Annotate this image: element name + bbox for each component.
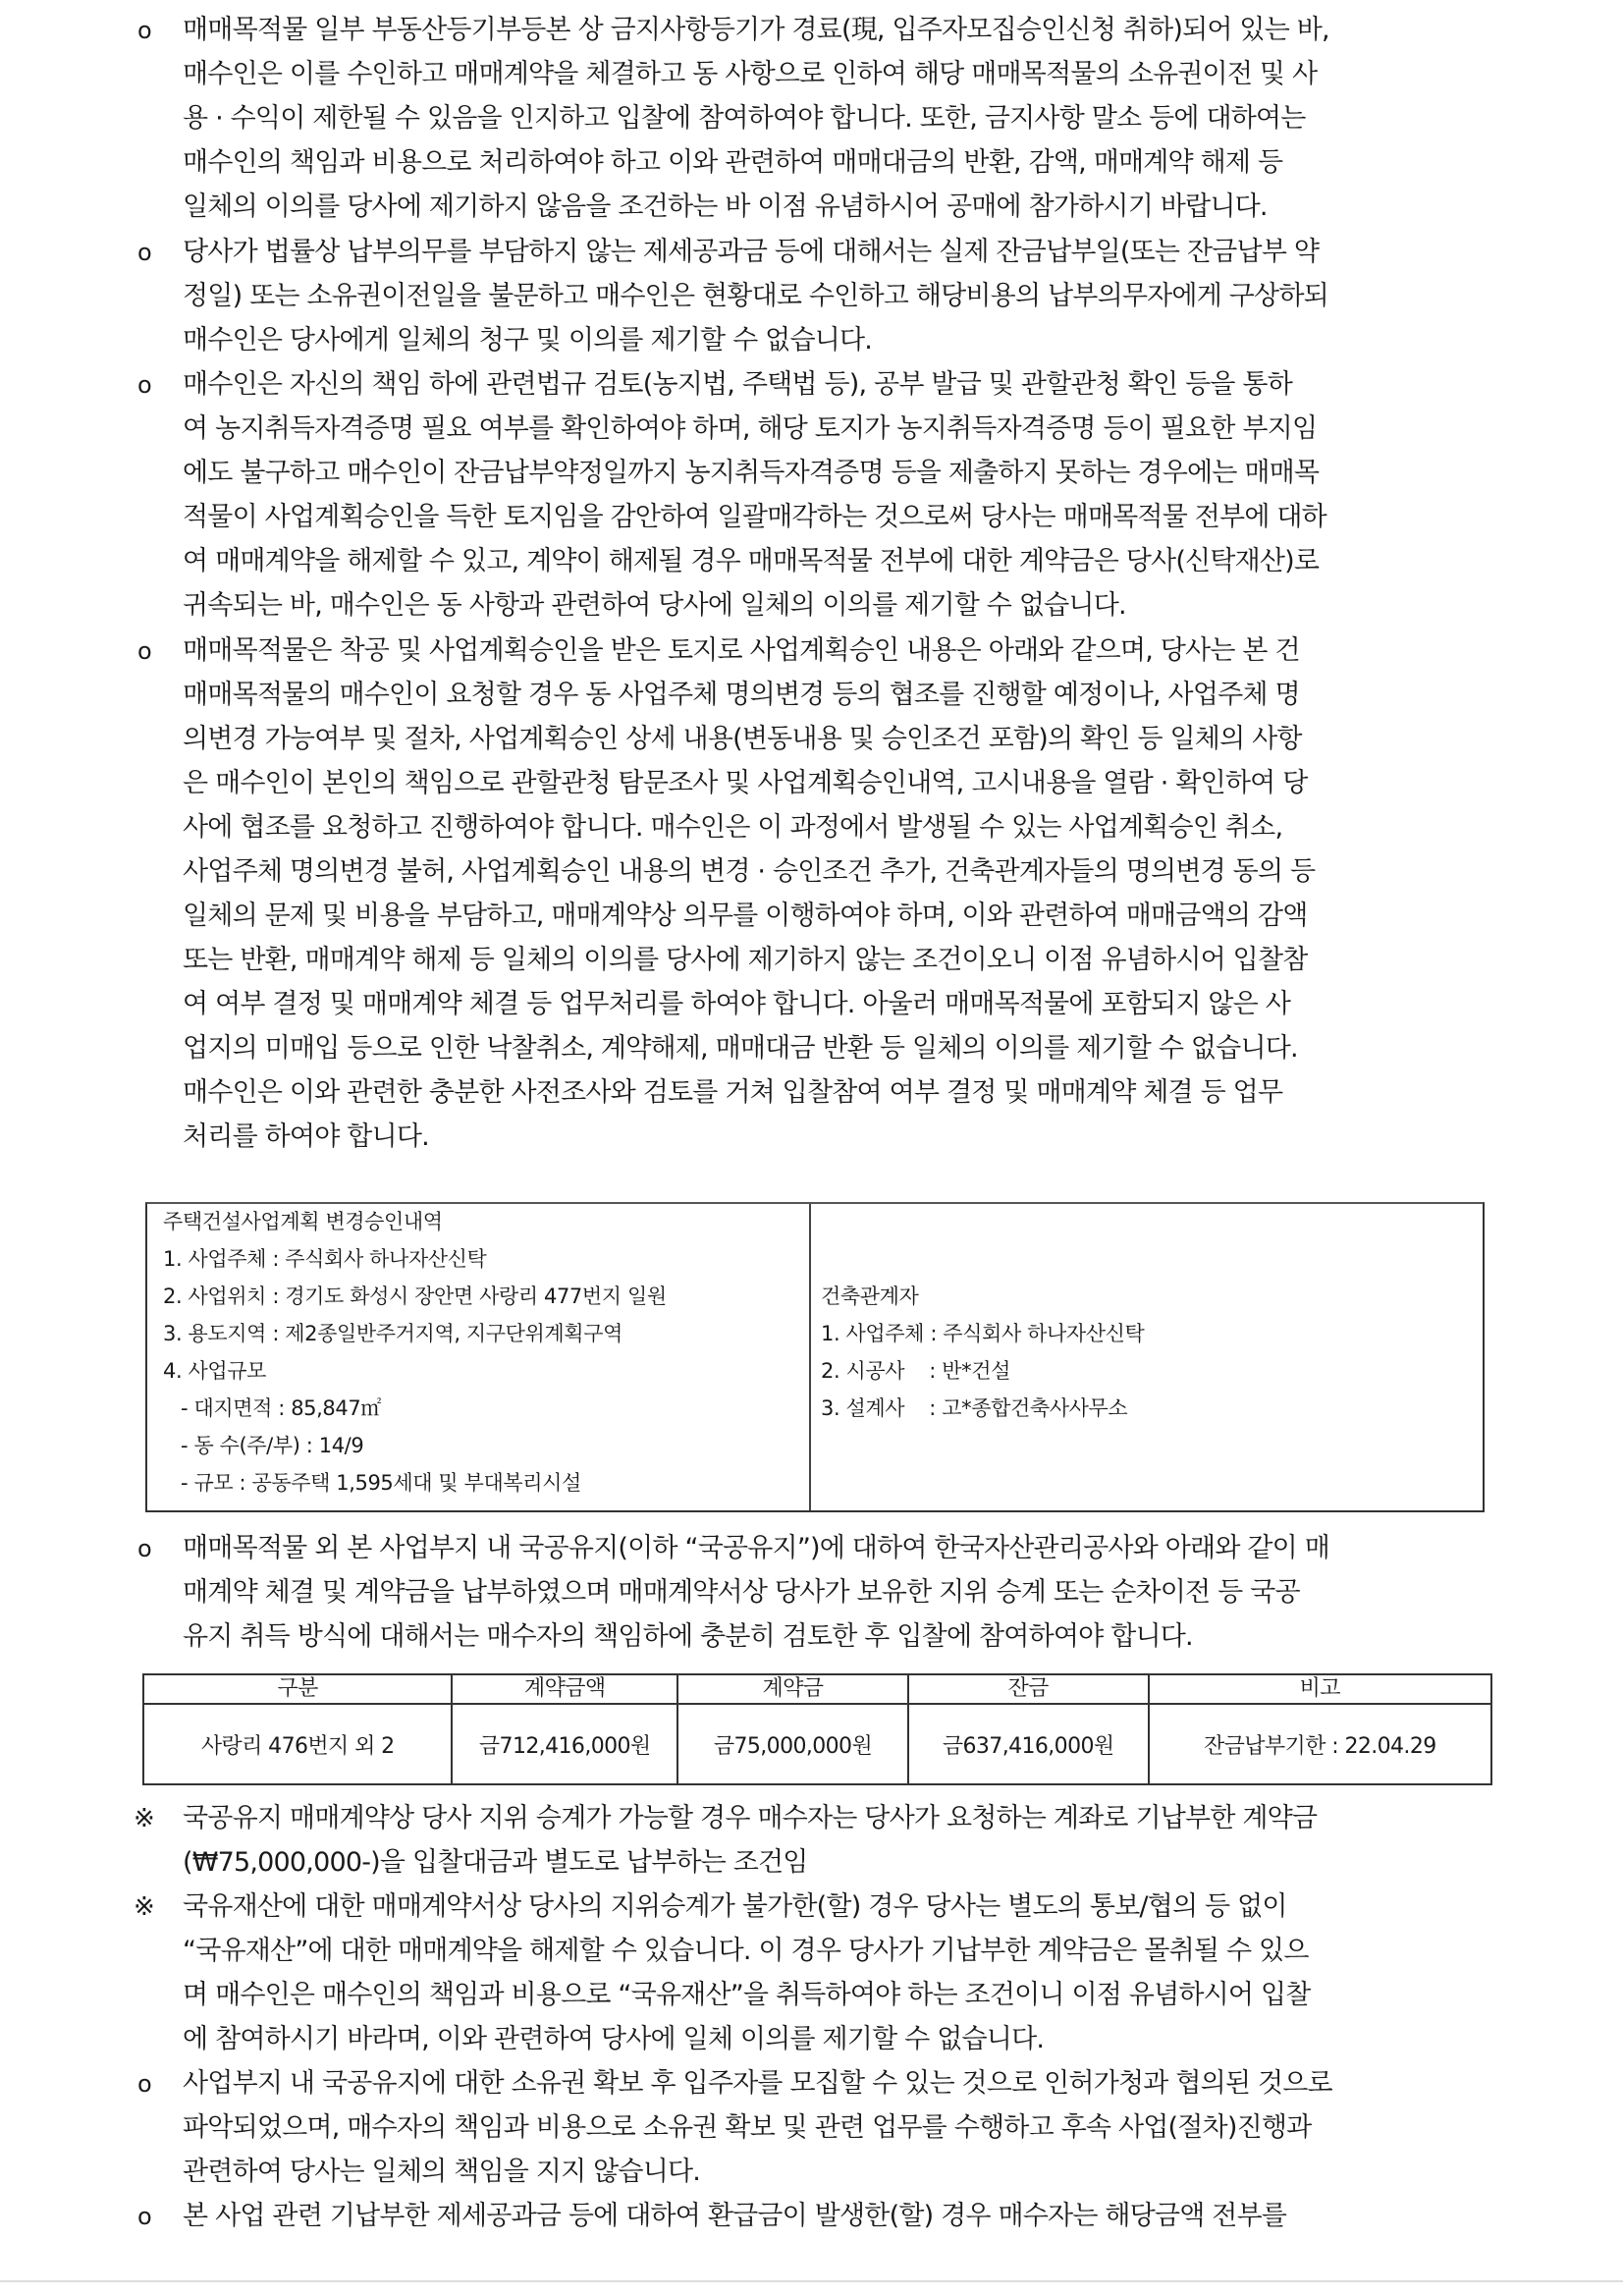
plan-box-title: 주택건설사업계획 변경승인내역 [163,1210,443,1233]
paragraph-line: 일체의 이의를 당사에 제기하지 않음을 조건하는 바 이점 유념하시어 공매에 참가하시기 바랍니다. [183,191,1268,222]
plan-box-subitem: - 대지면적 : 85,847㎡ [181,1396,381,1420]
note-line: 국유재산에 대한 매매계약서상 당사의 지위승계가 불가한(할) 경우 당사는 별도의 통보/협의 등 없이 [183,1891,1287,1922]
paragraph-line: 의변경 가능여부 및 절차, 사업계획승인 상세 내용(변동내용 및 승인조건 포함)의 확인 등 일체의 사항 [183,724,1302,754]
bullet-marker: o [137,637,152,665]
paragraph-line: 매수인의 책임과 비용으로 처리하여야 하고 이와 관련하여 매매대금의 반환, 감액, 매매계약 해제 등 [183,147,1283,178]
paragraph-line: 매매목적물은 착공 및 사업계획승인을 받은 토지로 사업계획승인 내용은 아래와 같으며, 당사는 본 건 [183,635,1300,666]
box-divider [809,1204,811,1510]
parties-item: 3. 설계사 : 고*종합건축사사무소 [821,1396,1128,1420]
header-cell: 구분 [143,1674,452,1704]
paragraph-line: 매수인은 자신의 책임 하에 관련법규 검토(농지법, 주택법 등), 공부 발급 및 관할관청 확인 등을 통하 [183,369,1292,400]
header-cell: 계약금액 [452,1674,677,1704]
table-cell: 사랑리 476번지 외 2 [143,1704,452,1784]
bullet-marker: o [137,239,152,266]
paragraph-line: 사에 협조를 요청하고 진행하여야 합니다. 매수인은 이 과정에서 발생될 수 있는 사업계획승인 취소, [183,812,1283,843]
plan-box-subitem: - 규모 : 공동주택 1,595세대 및 부대복리시설 [181,1471,581,1495]
paragraph-line: 일체의 문제 및 비용을 부담하고, 매매계약상 의무를 이행하여야 하며, 이와 관련하여 매매금액의 감액 [183,901,1308,931]
bullet-marker: o [137,17,152,44]
table-cell: 금637,416,000원 [908,1704,1149,1784]
paragraph-line: 여 여부 결정 및 매매계약 체결 등 업무처리를 하여야 합니다. 아울러 매매목적물에 포함되지 않은 사 [183,989,1291,1019]
bullet-marker: o [137,2070,152,2098]
note-line: (₩75,000,000-)을 입찰대금과 별도로 납부하는 조건임 [183,1847,808,1878]
paragraph-line: 용 · 수익이 제한될 수 있음을 인지하고 입찰에 참여하여야 합니다. 또한, 금지사항 말소 등에 대하여는 [183,103,1306,134]
note-line: 에 참여하시기 바라며, 이와 관련하여 당사에 일체 이의를 제기할 수 없습니다. [183,2024,1045,2054]
paragraph-line: 에도 불구하고 매수인이 잔금납부약정일까지 농지취득자격증명 등을 제출하지 못하는 경우에는 매매목 [183,458,1320,488]
paragraph-line: 유지 취득 방식에 대해서는 매수자의 책임하에 충분히 검토한 후 입찰에 참여하여야 합니다. [183,1621,1193,1652]
page-bottom-edge [0,2280,1623,2282]
paragraph-line: 매매목적물 일부 부동산등기부등본 상 금지사항등기가 경료(現, 입주자모집승인신청 취하)되어 있는 바, [183,15,1329,45]
reference-mark: ※ [134,1804,155,1833]
paragraph-line: 적물이 사업계획승인을 득한 토지임을 감안하여 일괄매각하는 것으로써 당사는 매매목적물 전부에 대하 [183,502,1326,532]
table-row [143,1704,1491,1784]
paragraph-line: 사업부지 내 국공유지에 대한 소유권 확보 후 입주자를 모집할 수 있는 것으로 인허가청과 협의된 것으로 [183,2068,1332,2099]
reference-mark: ※ [134,1892,155,1922]
plan-box-subitem: - 동 수(주/부) : 14/9 [181,1434,364,1457]
plan-box-item: 3. 용도지역 : 제2종일반주거지역, 지구단위계획구역 [163,1322,622,1345]
paragraph-line: 관련하여 당사는 일체의 책임을 지지 않습니다. [183,2157,701,2187]
bullet-marker: o [137,371,152,399]
paragraph-line: 매수인은 이를 수인하고 매매계약을 체결하고 동 사항으로 인하여 해당 매매목적물의 소유권이전 및 사 [183,59,1318,89]
paragraph-line: 매매목적물의 매수인이 요청할 경우 동 사업주체 명의변경 등의 협조를 진행할 예정이나, 사업주체 명 [183,680,1300,710]
plan-box-item: 4. 사업규모 [163,1359,267,1383]
parties-title: 건축관계자 [821,1285,919,1308]
table-cell: 금712,416,000원 [452,1704,677,1784]
paragraph-line: 당사가 법률상 납부의무를 부담하지 않는 제세공과금 등에 대해서는 실제 잔금납부일(또는 잔금납부 약 [183,237,1320,267]
paragraph-line: 업지의 미매입 등으로 인한 낙찰취소, 계약해제, 매매대금 반환 등 일체의 이의를 제기할 수 없습니다. [183,1033,1298,1064]
paragraph-line: 처리를 하여야 합니다. [183,1121,429,1152]
paragraph-line: 파악되었으며, 매수자의 책임과 비용으로 소유권 확보 및 관련 업무를 수행하고 후속 사업(절차)진행과 [183,2112,1312,2143]
plan-box-item: 1. 사업주체 : 주식회사 하나자산신탁 [163,1247,487,1271]
header-cell: 계약금 [677,1674,908,1704]
parties-item: 1. 사업주체 : 주식회사 하나자산신탁 [821,1322,1145,1345]
paragraph-line: 매계약 체결 및 계약금을 납부하였으며 매매계약서상 당사가 보유한 지위 승계 또는 순차이전 등 국공 [183,1577,1300,1608]
paragraph-line: 매매목적물 외 본 사업부지 내 국공유지(이하 “국공유지”)에 대하여 한국자산관리공사와 아래와 같이 매 [183,1533,1330,1563]
header-cell: 비고 [1149,1674,1491,1704]
table-header-row [143,1674,1491,1704]
paragraph-line: 사업주체 명의변경 불허, 사업계획승인 내용의 변경 · 승인조건 추가, 건축관계자들의 명의변경 동의 등 [183,856,1316,887]
contract-amount-table [142,1673,1492,1785]
paragraph-line: 매수인은 당사에게 일체의 청구 및 이의를 제기할 수 없습니다. [183,325,873,355]
paragraph-line: 귀속되는 바, 매수인은 동 사항과 관련하여 당사에 일체의 이의를 제기할 수 없습니다. [183,590,1126,621]
paragraph-line: 은 매수인이 본인의 책임으로 관할관청 탐문조사 및 사업계획승인내역, 고시내용을 열람 · 확인하여 당 [183,768,1308,798]
parties-item: 2. 시공사 : 반*건설 [821,1359,1010,1383]
note-line: 국공유지 매매계약상 당사 지위 승계가 가능할 경우 매수자는 당사가 요청하는 계좌로 기납부한 계약금 [183,1803,1318,1833]
table-cell: 잔금납부기한 : 22.04.29 [1149,1704,1491,1784]
note-line: 며 매수인은 매수인의 책임과 비용으로 “국유재산”을 취득하여야 하는 조건이니 이점 유념하시어 입찰 [183,1980,1311,2010]
header-cell: 잔금 [908,1674,1149,1704]
paragraph-line: 매수인은 이와 관련한 충분한 사전조사와 검토를 거쳐 입찰참여 여부 결정 및 매매계약 체결 등 업무 [183,1077,1283,1108]
plan-approval-box [145,1202,1485,1512]
paragraph-line: 또는 반환, 매매계약 해제 등 일체의 이의를 당사에 제기하지 않는 조건이오니 이점 유념하시어 입찰참 [183,945,1308,975]
note-line: “국유재산”에 대한 매매계약을 해제할 수 있습니다. 이 경우 당사가 기납부한 계약금은 몰취될 수 있으 [183,1936,1309,1966]
bullet-marker: o [137,2203,152,2230]
plan-box-item: 2. 사업위치 : 경기도 화성시 장안면 사랑리 477번지 일원 [163,1285,667,1308]
paragraph-line: 정일) 또는 소유권이전일을 불문하고 매수인은 현황대로 수인하고 해당비용의 납부의무자에게 구상하되 [183,281,1328,311]
table-cell: 금75,000,000원 [677,1704,908,1784]
paragraph-line: 여 농지취득자격증명 필요 여부를 확인하여야 하며, 해당 토지가 농지취득자격증명 등이 필요한 부지임 [183,413,1318,444]
paragraph-line: 여 매매계약을 해제할 수 있고, 계약이 해제될 경우 매매목적물 전부에 대한 계약금은 당사(신탁재산)로 [183,546,1320,576]
bullet-marker: o [137,1535,152,1562]
paragraph-line: 본 사업 관련 기납부한 제세공과금 등에 대하여 환급금이 발생한(할) 경우 매수자는 해당금액 전부를 [183,2201,1287,2231]
